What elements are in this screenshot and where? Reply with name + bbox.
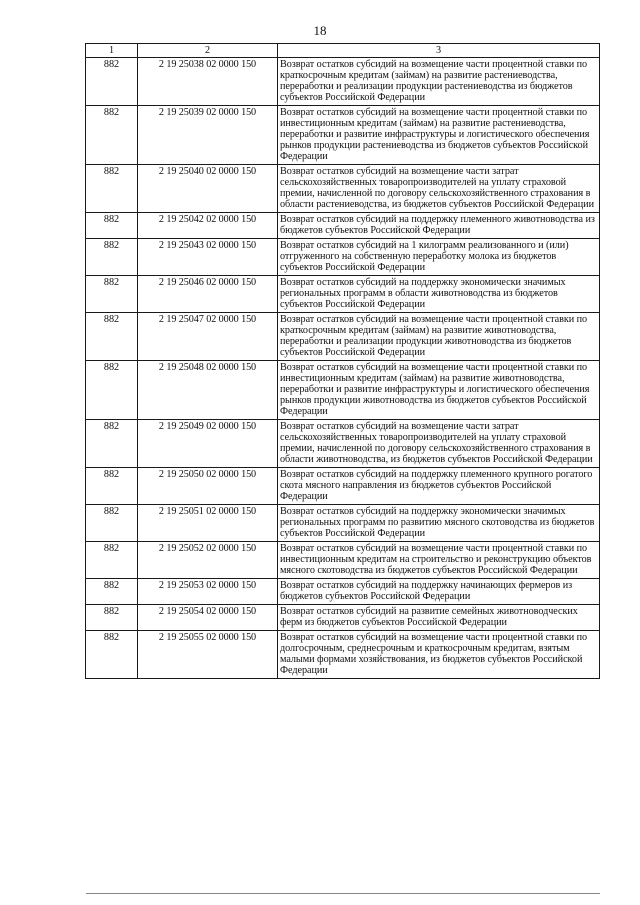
table-row — [86, 505, 600, 542]
income-name-cell: Возврат остатков субсидий на поддержку племенного крупного рогатого скота мясного направления из бюджетов субъектов Российской Федерации — [278, 468, 600, 505]
income-name-cell: Возврат остатков субсидий на поддержку экономически значимых региональных программ по развитию мясного скотоводства из бюджетов субъектов Российской Федерации — [278, 505, 600, 542]
budget-code-cell: 2 19 25042 02 0000 150 — [138, 213, 278, 239]
budget-code-cell: 2 19 25039 02 0000 150 — [138, 106, 278, 165]
table-header — [86, 44, 600, 58]
budget-code-cell: 2 19 25054 02 0000 150 — [138, 605, 278, 631]
budget-code-cell: 2 19 25052 02 0000 150 — [138, 542, 278, 579]
table-row — [86, 106, 600, 165]
budget-code-table — [85, 43, 600, 679]
table-row — [86, 468, 600, 505]
budget-code-cell: 2 19 25040 02 0000 150 — [138, 165, 278, 213]
income-name-cell: Возврат остатков субсидий на возмещение части процентной ставки по долгосрочным, среднесрочным и краткосрочным кредитам, взятым малыми формами хозяйствования, из бюджетов субъектов Российской Федерации — [278, 631, 600, 679]
table-row — [86, 213, 600, 239]
income-name-cell: Возврат остатков субсидий на возмещение части затрат сельскохозяйственных товаропроизводителей на уплату страховой премии, начисленной по договору сельскохозяйственного страхования в области растениеводства, из бюджетов субъектов Российской Федерации — [278, 165, 600, 213]
table-row — [86, 361, 600, 420]
income-name-cell: Возврат остатков субсидий на возмещение части процентной ставки по инвестиционным кредитам (займам) на развитие животноводства, переработки и развитие инфраструктуры и логистического обеспечения рынков продукции животноводства из бюджетов субъектов Российской Федерации — [278, 361, 600, 420]
table-row — [86, 58, 600, 106]
header-col-2: 2 — [138, 44, 278, 58]
income-name-cell: Возврат остатков субсидий на развитие семейных животноводческих ферм из бюджетов субъектов Российской Федерации — [278, 605, 600, 631]
table-row — [86, 276, 600, 313]
budget-code-cell: 2 19 25051 02 0000 150 — [138, 505, 278, 542]
admin-code-cell: 882 — [86, 213, 138, 239]
admin-code-cell: 882 — [86, 58, 138, 106]
income-name-cell: Возврат остатков субсидий на 1 килограмм реализованного и (или) отгруженного на собственную переработку молока из бюджетов субъектов Российской Федерации — [278, 239, 600, 276]
income-name-cell: Возврат остатков субсидий на возмещение части процентной ставки по краткосрочным кредитам (займам) на развитие животноводства, переработки и реализации продукции животноводства из бюджетов субъектов Российской Федерации — [278, 313, 600, 361]
page-bottom-rule — [86, 893, 600, 894]
admin-code-cell: 882 — [86, 631, 138, 679]
header-col-1: 1 — [86, 44, 138, 58]
admin-code-cell: 882 — [86, 505, 138, 542]
admin-code-cell: 882 — [86, 420, 138, 468]
admin-code-cell: 882 — [86, 106, 138, 165]
admin-code-cell: 882 — [86, 239, 138, 276]
income-name-cell: Возврат остатков субсидий на возмещение части процентной ставки по инвестиционным кредитам (займам) на развитие растениеводства, переработки и развитие инфраструктуры и логистического обеспечения рынков продукции растениеводства из бюджетов субъектов Российской Федерации — [278, 106, 600, 165]
table-row — [86, 313, 600, 361]
budget-code-cell: 2 19 25050 02 0000 150 — [138, 468, 278, 505]
admin-code-cell: 882 — [86, 468, 138, 505]
header-col-3: 3 — [278, 44, 600, 58]
income-name-cell: Возврат остатков субсидий на возмещение части процентной ставки по инвестиционным кредитам на строительство и реконструкцию объектов мясного скотоводства из бюджетов субъектов Российской Федерации — [278, 542, 600, 579]
table-row — [86, 605, 600, 631]
budget-code-cell: 2 19 25048 02 0000 150 — [138, 361, 278, 420]
income-name-cell: Возврат остатков субсидий на поддержку начинающих фермеров из бюджетов субъектов Российской Федерации — [278, 579, 600, 605]
table-row — [86, 631, 600, 679]
header-row — [86, 44, 600, 58]
income-name-cell: Возврат остатков субсидий на поддержку племенного животноводства из бюджетов субъектов Российской Федерации — [278, 213, 600, 239]
budget-code-cell: 2 19 25038 02 0000 150 — [138, 58, 278, 106]
table-row — [86, 420, 600, 468]
admin-code-cell: 882 — [86, 165, 138, 213]
table-body — [86, 58, 600, 679]
budget-code-cell: 2 19 25043 02 0000 150 — [138, 239, 278, 276]
table-row — [86, 165, 600, 213]
income-name-cell: Возврат остатков субсидий на поддержку экономически значимых региональных программ в области животноводства из бюджетов субъектов Российской Федерации — [278, 276, 600, 313]
page-number: 18 — [313, 23, 327, 38]
table-row — [86, 239, 600, 276]
admin-code-cell: 882 — [86, 542, 138, 579]
table-row — [86, 542, 600, 579]
admin-code-cell: 882 — [86, 605, 138, 631]
admin-code-cell: 882 — [86, 361, 138, 420]
admin-code-cell: 882 — [86, 276, 138, 313]
budget-code-cell: 2 19 25046 02 0000 150 — [138, 276, 278, 313]
budget-code-cell: 2 19 25053 02 0000 150 — [138, 579, 278, 605]
budget-code-cell: 2 19 25055 02 0000 150 — [138, 631, 278, 679]
income-name-cell: Возврат остатков субсидий на возмещение части затрат сельскохозяйственных товаропроизводителей на уплату страховой премии, начисленной по договору сельскохозяйственного страхования в области животноводства, из бюджетов субъектов Российской Федерации — [278, 420, 600, 468]
admin-code-cell: 882 — [86, 313, 138, 361]
admin-code-cell: 882 — [86, 579, 138, 605]
budget-code-cell: 2 19 25049 02 0000 150 — [138, 420, 278, 468]
table-row — [86, 579, 600, 605]
budget-code-cell: 2 19 25047 02 0000 150 — [138, 313, 278, 361]
income-name-cell: Возврат остатков субсидий на возмещение части процентной ставки по краткосрочным кредитам (займам) на развитие растениеводства, переработки и реализации продукции растениеводства из бюджетов субъектов Российской Федерации — [278, 58, 600, 106]
